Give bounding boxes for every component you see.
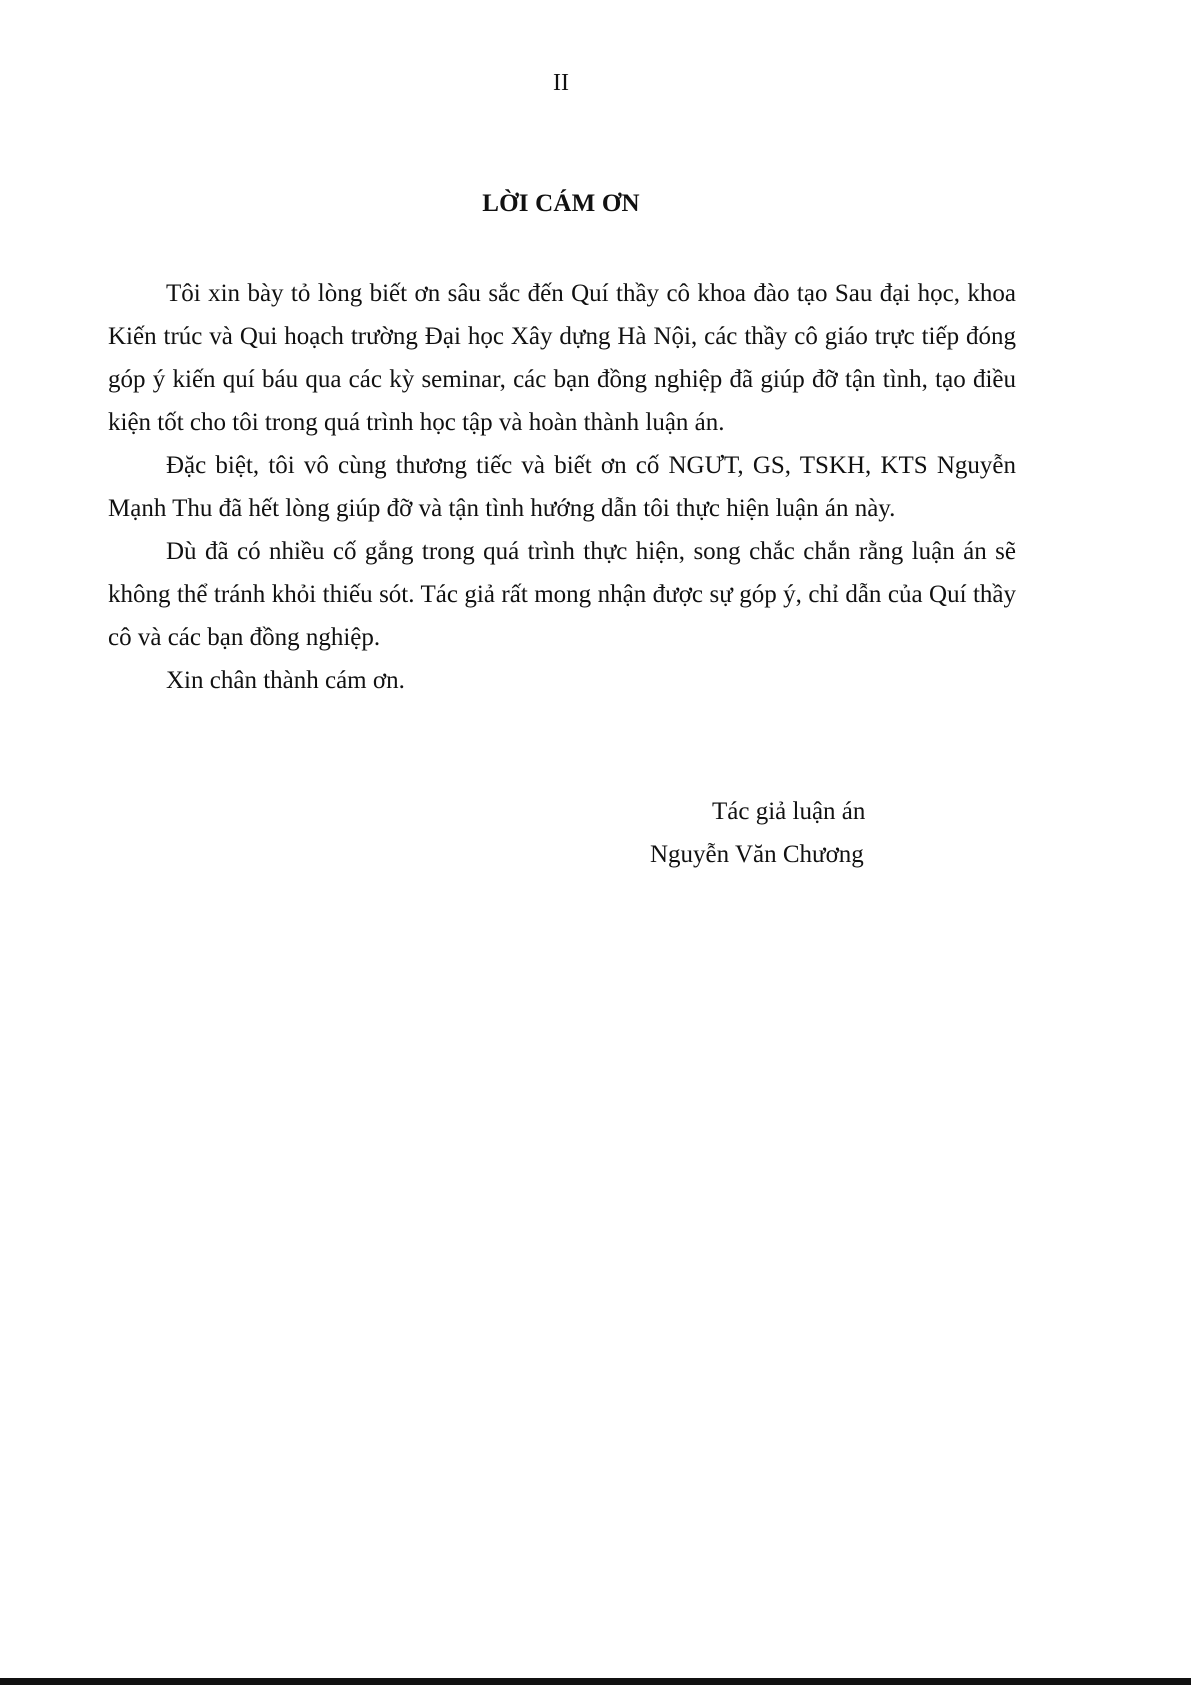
signature-role: Tác giả luận án: [712, 798, 866, 825]
paragraph-closing: Xin chân thành cám ơn.: [166, 667, 405, 694]
acknowledgement-body: [108, 272, 1016, 702]
paragraph-thanks-faculty: Tôi xin bày tỏ lòng biết ơn sâu sắc đến Quí thầy cô khoa đào tạo Sau đại học, khoa Kiến trúc và Qui hoạch trường Đại học Xây dựng Hà Nội, các thầy cô giáo trực tiếp đóng góp ý kiến quí báu qua các kỳ seminar, các bạn đồng nghiệp đã giúp đỡ tận tình, tạo điều kiện tốt cho tôi trong quá trình học tập và hoàn thành luận án.: [108, 280, 1016, 436]
bottom-border-line: [0, 1678, 1191, 1685]
paragraph-apology: Dù đã có nhiều cố gắng trong quá trình thực hiện, song chắc chắn rằng luận án sẽ không thể tránh khỏi thiếu sót. Tác giả rất mong nhận được sự góp ý, chỉ dẫn của Quí thầy cô và các bạn đồng nghiệp.: [108, 538, 1016, 651]
paragraph-thanks-advisor: Đặc biệt, tôi vô cùng thương tiếc và biết ơn cố NGƯT, GS, TSKH, KTS Nguyễn Mạnh Thu đã hết lòng giúp đỡ và tận tình hướng dẫn tôi thực hiện luận án này.: [108, 452, 1016, 522]
page-number: II: [553, 70, 569, 96]
page-title: LỜI CÁM ƠN: [482, 190, 640, 217]
signature-block: [650, 790, 970, 876]
signature-name: Nguyễn Văn Chương: [650, 841, 864, 868]
